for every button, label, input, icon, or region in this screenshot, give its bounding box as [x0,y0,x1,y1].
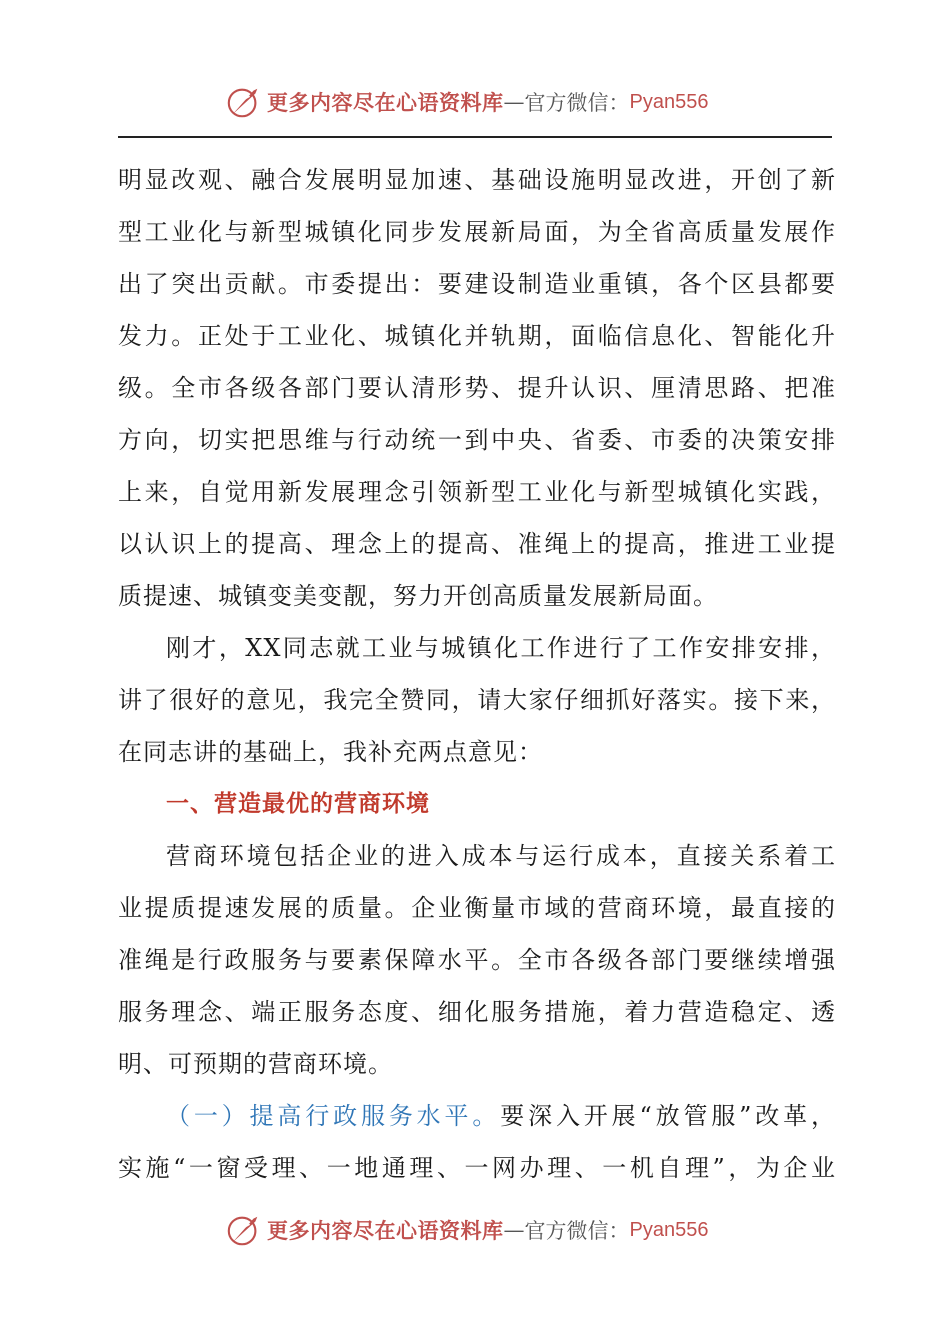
text-line: 准绳是行政服务与要素保障水平。全市各级各部门要继续增强 [118,946,836,974]
text-line: 级。全市各级各部门要认清形势、提升认识、厘清思路、把准 [118,374,836,402]
subsection-line [118,1090,836,1142]
banner-wechat-id: Pyan556 [629,90,709,113]
text-line: 营商环境包括企业的进入成本与运行成本，直接关系着工 [166,842,836,870]
text-line: 型工业化与新型城镇化同步发展新局面，为全省高质量发展作 [118,218,836,246]
text-line: 发力。正处于工业化、城镇化并轨期，面临信息化、智能化升 [118,322,836,350]
section-heading: 一、营造最优的营商环境 [166,791,430,817]
text-line: 讲了很好的意见，我完全赞同，请大家仔细抓好落实。接下来， [118,686,836,714]
text-line: 在同志讲的基础上，我补充两点意见： [118,738,543,766]
document-body [118,154,836,1194]
text-line: 明、可预期的营商环境。 [118,1050,393,1078]
subsection-title: （一）提高行政服务水平。 [166,1102,501,1130]
subsection-text: 要深入开展“放管服”改革， [500,1102,836,1130]
text-line: 上来，自觉用新发展理念引领新型工业化与新型城镇化实践， [118,478,836,506]
text-line: 刚才，XX同志就工业与城镇化工作进行了工作安排安排， [166,634,836,662]
banner-wechat-label: 官方微信： [524,91,630,115]
banner-wechat-label: 官方微信： [524,1219,630,1243]
header-divider [118,136,832,138]
quill-logo-icon [225,83,263,121]
banner-dash: — [503,1218,525,1242]
banner-wechat-id: Pyan556 [629,1218,709,1241]
footer-banner [225,1210,708,1250]
text-line: 出了突出贡献。市委提出：要建设制造业重镇，各个区县都要 [118,270,836,298]
banner-dash: — [503,90,525,114]
banner-brand: 更多内容尽在心语资料库 [267,1218,504,1243]
text-line: 以认识上的提高、理念上的提高、准绳上的提高，推进工业提 [118,530,836,558]
quill-logo-icon [225,1211,263,1249]
text-line: 服务理念、端正服务态度、细化服务措施，着力营造稳定、透 [118,998,836,1026]
text-line: 方向，切实把思维与行动统一到中央、省委、市委的决策安排 [118,426,836,454]
text-line: 质提速、城镇变美变靓，努力开创高质量发展新局面。 [118,582,718,610]
banner-brand: 更多内容尽在心语资料库 [267,90,504,115]
header-banner [225,82,708,122]
text-line: 明显改观、融合发展明显加速、基础设施明显改进，开创了新 [118,166,836,194]
text-line: 业提质提速发展的质量。企业衡量市域的营商环境，最直接的 [118,894,836,922]
text-line: 实施“一窗受理、一地通理、一网办理、一机自理”，为企业 [118,1154,836,1182]
